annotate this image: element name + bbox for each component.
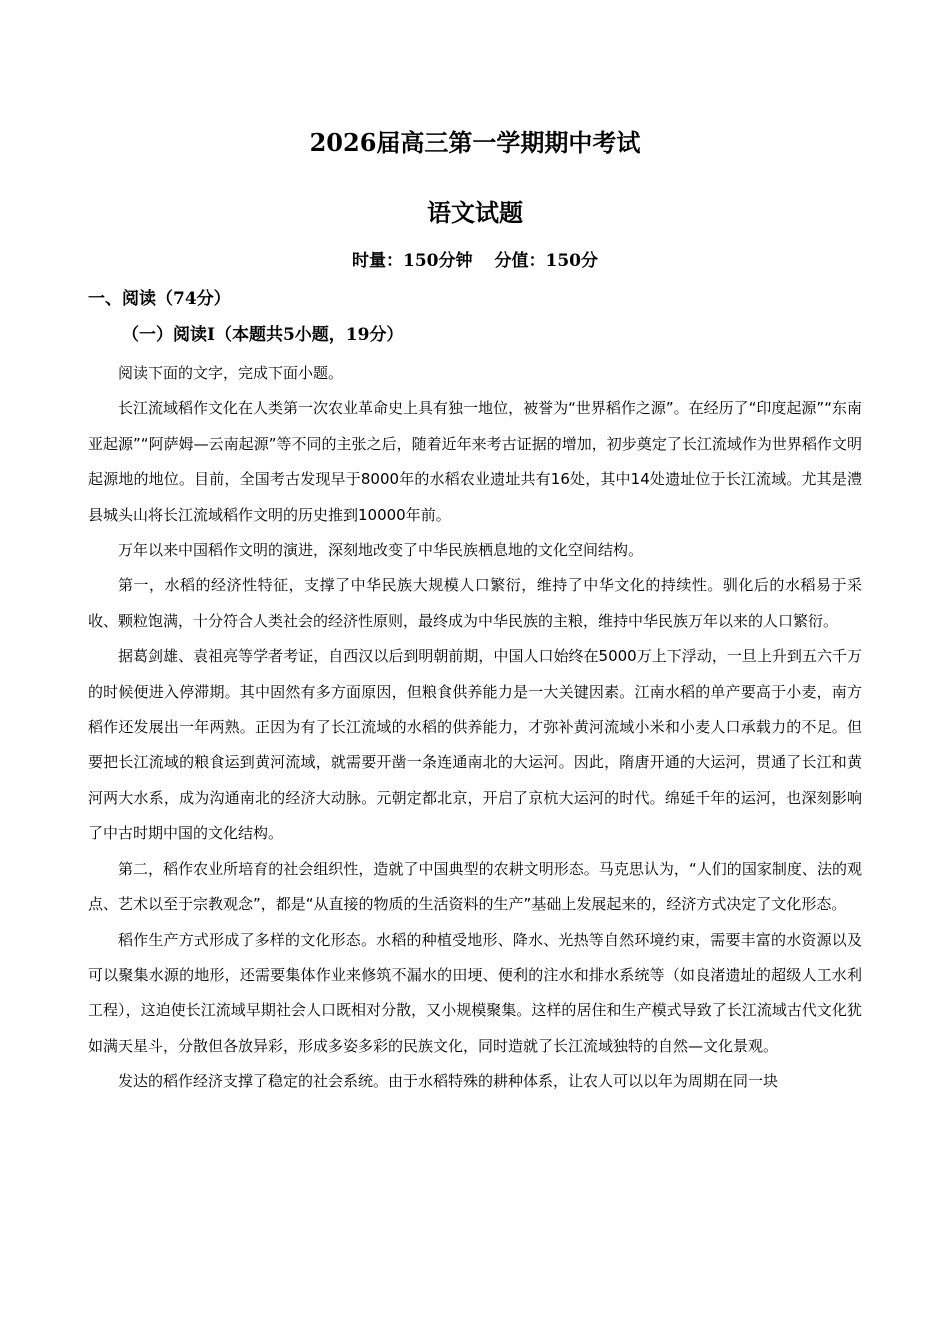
instruction-paragraph: 阅读下面的文字，完成下面小题。 xyxy=(118,364,344,382)
passage-paragraph: 发达的稻作经济支撑了稳定的社会系统。由于水稻特殊的耕种体系，让农人可以以年为周期在同一块 xyxy=(118,1072,779,1091)
exam-meta xyxy=(0,246,950,271)
passage-body xyxy=(88,356,862,1100)
passage-paragraph: 万年以来中国稻作文明的演进，深刻地改变了中华民族栖息地的文化空间结构。 xyxy=(118,541,644,560)
passage-paragraph: 据葛剑雄、袁祖亮等学者考证，自西汉以后到明朝前期，中国人口始终在5000万上下浮动，一旦上升到五六千万的时候便进入停滞期。其中固然有多方面原因，但粮食供养能力是一大关键因素。江南水稻的单产要高于小麦，南方稻作还发展出一年两熟。正因为有了长江流域的水稻的供养能力，才弥补黄河流域小米和小麦人口承载力的不足。但要把长江流域的粮食运到黄河流域，就需要开凿一条连通南北的大运河。因此，隋唐开通的大运河，贯通了长江和黄河两大水系，成为沟通南北的经济大动脉。元朝定都北京，开启了京杭大运河的时代。绵延千年的运河，也深刻影响了中古时期中国的文化结构。 xyxy=(88,647,862,843)
score-label: 分值：150分 xyxy=(494,251,598,271)
passage-paragraph: 稻作生产方式形成了多样的文化形态。水稻的种植受地形、降水、光热等自然环境约束，需要丰富的水资源以及可以聚集水源的地形，还需要集体作业来修筑不漏水的田埂、便利的注水和排水系统等（如良渚遗址的超级人工水利工程），这迫使长江流域早期社会人口既相对分散，又小规模聚集。这样的居住和生产模式导致了长江流域古代文化犹如满天星斗，分散但各放异彩，形成多姿多彩的民族文化，同时造就了长江流域独特的自然—文化景观。 xyxy=(88,930,862,1055)
exam-title: 2026届高三第一学期期中考试 xyxy=(309,128,641,157)
passage-paragraph: 长江流域稻作文化在人类第一次农业革命史上具有独一地位，被誉为“世界稻作之源”。在经历了“印度起源”“东南亚起源”“阿萨姆—云南起源”等不同的主张之后，随着近年来考古证据的增加，初步奠定了长江流域作为世界稻作文明起源地的地位。目前，全国考古发现早于8000年的水稻农业遗址共有16处，其中14处遗址位于长江流域。尤其是澧县城头山将长江流域稻作文明的历史推到10000年前。 xyxy=(88,399,862,524)
passage-paragraph: 第一，水稻的经济性特征，支撑了中华民族大规模人口繁衍，维持了中华文化的持续性。驯化后的水稻易于采收、颗粒饱满，十分符合人类社会的经济性原则，最终成为中华民族的主粮，维持中华民族万年以来的人口繁衍。 xyxy=(88,576,862,630)
subject-title: 语文试题 xyxy=(427,198,523,227)
subsection-heading-reading-1: （一）阅读Ⅰ（本题共5小题，19分） xyxy=(122,325,404,345)
passage-paragraph: 第二，稻作农业所培育的社会组织性，造就了中国典型的农耕文明形态。马克思认为，“人们的国家制度、法的观点、艺术以至于宗教观念”，都是“从直接的物质的生活资料的生产”基础上发展起来的，经济方式决定了文化形态。 xyxy=(88,859,862,914)
section-heading-reading: 一、阅读（74分） xyxy=(88,289,231,309)
time-label: 时量：150分钟 xyxy=(352,251,473,271)
